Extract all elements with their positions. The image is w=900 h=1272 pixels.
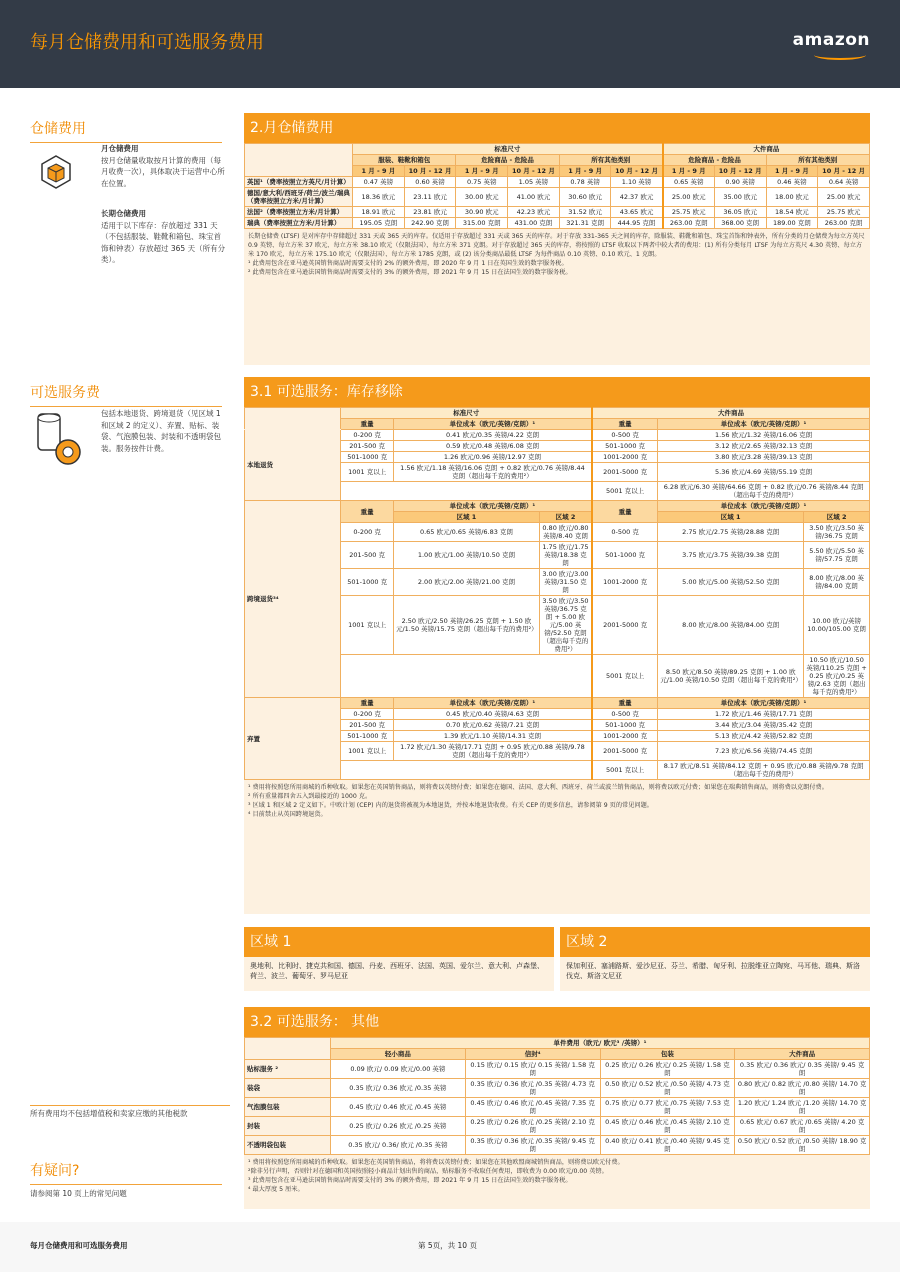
table-row xyxy=(245,1098,870,1117)
fee-cell: 25.75 欧元 xyxy=(663,207,715,218)
fee-cell: 18.54 欧元 xyxy=(766,207,818,218)
service-label: 封装 xyxy=(245,1117,331,1136)
zone2-cost-cell: 10.50 欧元/10.50 英镑/110.25 克朗 + 0.25 欧元/0.25 英镑/2.63 克朗（超出每千克的费用²） xyxy=(804,655,870,698)
removal-note: ³ 区域 1 和区域 2 定义如下。中欧计划 (CEP) 内的退货将被视为本地退货，并按本地退货收费。有关 CEP 的更多信息，请参阅第 9 页的常见问题。 xyxy=(248,802,653,809)
fee-cell: 1.05 英镑 xyxy=(508,177,560,188)
section32-title: 3.2 可选服务： 其他 xyxy=(244,1007,870,1037)
removal-box xyxy=(244,407,870,914)
zone1-cost-cell: 0.65 欧元/0.65 英镑/6.83 克朗 xyxy=(393,523,539,542)
zone1-cost-cell: 8.50 欧元/8.50 英镑/89.25 克朗 + 1.00 欧元/1.00 英镑/10.50 克朗（超出每千克的费用²） xyxy=(658,655,804,698)
fee-cell: 0.40 欧元/ 0.41 欧元 /0.40 英镑/ 9.45 克朗 xyxy=(600,1136,735,1155)
removal-note: ¹ 费用将按照您所用商城的币种收取。如果您在英国销售商品，则将费以英镑付费；如果您在德国、法国、意大利、西班牙、荷兰或波兰销售商品，则将费以欧元付费；如果您在瑞典销售商品，则将费以克朗付费。 xyxy=(248,784,828,791)
weight-cell: 2001-5000 克 xyxy=(592,463,658,482)
fee-cell: 0.46 英镑 xyxy=(766,177,818,188)
cost-cell: 1.39 欧元/1.10 英镑/14.31 克朗 xyxy=(393,731,592,742)
period-header: 10 月 - 12 月 xyxy=(611,166,663,177)
weight-header: 重量 xyxy=(592,419,658,430)
optional-desc: 包括本地退货、跨境退货（见区域 1 和区域 2 的定义）、弃置、贴标、装袋、气泡膜包装、封装和不透明袋包装。服务按件计费。 xyxy=(101,409,221,453)
empty-cell xyxy=(341,761,592,780)
zone1-countries: 奥地利、比利时、捷克共和国、德国、丹麦、西班牙、法国、英国、爱尔兰、意大利、卢森堡、荷兰、波兰、葡萄牙、罗马尼亚 xyxy=(244,957,554,991)
weight-header: 重量 xyxy=(341,419,394,430)
zone2-cost-cell: 1.75 欧元/1.75 英镑/18.38 克朗 xyxy=(539,542,592,569)
fee-cell: 431.00 克朗 xyxy=(508,218,560,229)
weight-cell: 201-500 克 xyxy=(341,441,394,452)
cross-returns-label: 跨境退货³⁴ xyxy=(245,501,341,698)
monthly-storage-box xyxy=(244,143,870,365)
fee-cell: 0.60 英镑 xyxy=(404,177,456,188)
weight-cell: 0-200 克 xyxy=(341,709,394,720)
fee-cell: 0.78 英镑 xyxy=(559,177,611,188)
table-row xyxy=(245,1136,870,1155)
service-label: 装袋 xyxy=(245,1079,331,1098)
fee-cell: 0.35 欧元/ 0.36 欧元 /0.35 英镑/ 9.45 克朗 xyxy=(465,1136,600,1155)
unit-cost-header: 单位成本（欧元/英镑/克朗）¹ xyxy=(658,419,870,430)
zone2-cost-cell: 10.00 欧元/英镑 10.00/105.00 克朗 xyxy=(804,596,870,655)
other-note: ¹ 费用将按照您所用商城的币种收取。如果您在英国销售商品，将将费以英镑付费；如果您在其他欧盟商城销售商品，则将费以欧元付费。 xyxy=(248,1159,624,1166)
cost-cell: 0.45 欧元/0.40 英镑/4.63 克朗 xyxy=(393,709,592,720)
cost-cell: 6.28 欧元/6.30 英镑/64.66 克朗 + 0.82 欧元/0.76 英镑/8.44 克朗（超出每千克的费用²） xyxy=(658,482,870,501)
service-label: 贴标服务 ² xyxy=(245,1060,331,1079)
fee-cell: 0.90 英镑 xyxy=(714,177,766,188)
weight-cell: 5001 克以上 xyxy=(592,482,658,501)
fee-cell: 0.25 欧元/ 0.26 欧元 /0.25 英镑/ 2.10 克朗 xyxy=(465,1117,600,1136)
cat-header: 所有其他类别 xyxy=(766,155,870,166)
cost-cell: 0.70 欧元/0.62 英镑/7.21 克朗 xyxy=(393,720,592,731)
weight-cell: 1001 克以上 xyxy=(341,463,394,482)
storage-heading: 仓储费用 xyxy=(30,118,222,143)
fee-cell: 43.65 欧元 xyxy=(611,207,663,218)
weight-cell: 5001 克以上 xyxy=(592,655,658,698)
weight-cell: 0-500 克 xyxy=(592,430,658,441)
period-header: 10 月 - 12 月 xyxy=(508,166,560,177)
large-header: 大件商品 xyxy=(592,408,870,419)
zone1-header: 区域 1 xyxy=(658,512,804,523)
fee-cell: 189.00 克朗 xyxy=(766,218,818,229)
table-row xyxy=(245,501,870,512)
weight-cell: 2001-5000 克 xyxy=(592,596,658,655)
cat-header: 危险商品 - 危险品 xyxy=(663,155,766,166)
zone1-cost-cell: 5.00 欧元/5.00 英镑/52.50 克朗 xyxy=(658,569,804,596)
cost-cell: 1.72 欧元/1.30 英镑/17.71 克朗 + 0.95 欧元/0.88 英镑/9.78 克朗（超出每千克的费用²） xyxy=(393,742,592,761)
service-label: 不透明袋包装 xyxy=(245,1136,331,1155)
fee-cell: 0.75 欧元/ 0.77 欧元 /0.75 英镑/ 7.53 克朗 xyxy=(600,1098,735,1117)
weight-cell: 501-1000 克 xyxy=(341,731,394,742)
removal-note: ⁴ 目前禁止从英国跨境退货。 xyxy=(248,811,327,818)
zone1-cost-cell: 2.00 欧元/2.00 英镑/21.00 克朗 xyxy=(393,569,539,596)
cost-cell: 1.56 欧元/1.18 英镑/16.06 克朗 + 0.82 欧元/0.76 英镑/8.44 克朗（超出每千克的费用²） xyxy=(393,463,592,482)
row-label: 德国/意大利/西班牙/荷兰/波兰/瑞典（费率按照立方米/月计算） xyxy=(245,188,353,207)
cost-cell: 0.59 欧元/0.48 英镑/6.08 克朗 xyxy=(393,441,592,452)
fee-cell: 0.75 英镑 xyxy=(456,177,508,188)
weight-cell: 0-500 克 xyxy=(592,523,658,542)
fee-cell: 0.25 欧元/ 0.26 欧元 /0.25 英镑 xyxy=(331,1117,466,1136)
service-label: 气泡膜包装 xyxy=(245,1098,331,1117)
fee-cell: 0.50 欧元/ 0.52 欧元 /0.50 英镑/ 4.73 克朗 xyxy=(600,1079,735,1098)
weight-header: 重量 xyxy=(341,501,394,523)
weight-cell: 1001 克以上 xyxy=(341,742,394,761)
cat-header: 服装、鞋靴和箱包 xyxy=(353,155,456,166)
fee-cell: 0.50 欧元/ 0.52 欧元 /0.50 英镑/ 18.90 克朗 xyxy=(735,1136,870,1155)
empty-cell xyxy=(341,655,592,698)
storage-note: ¹ 此费用包含在亚马逊英国销售商品时需要支付的 2% 的额外费用，即 2020 年 9 月 1 日在英国生效的数字服务税。 xyxy=(248,260,568,267)
row-label: 瑞典（费率按照立方米/月计算） xyxy=(245,218,353,229)
monthly-storage-table xyxy=(244,143,870,229)
cost-cell: 3.80 欧元/3.28 英镑/39.13 克朗 xyxy=(658,452,870,463)
weight-cell: 501-1000 克 xyxy=(341,569,394,596)
fee-cell: 0.25 欧元/ 0.26 欧元/ 0.25 英镑/ 1.58 克朗 xyxy=(600,1060,735,1079)
weight-cell: 0-200 克 xyxy=(341,523,394,542)
optional-heading: 可选服务费 xyxy=(30,382,222,407)
fee-cell: 0.35 欧元/ 0.36 欧元 /0.35 英镑 xyxy=(331,1079,466,1098)
other-services-box xyxy=(244,1037,870,1209)
weight-header: 重量 xyxy=(592,501,658,523)
weight-cell: 0-500 克 xyxy=(592,709,658,720)
weight-cell: 501-1000 克 xyxy=(592,441,658,452)
section2-title: 2.月仓储费用 xyxy=(244,113,870,143)
zone2-cost-cell: 0.80 欧元/0.80 英镑/8.40 克朗 xyxy=(539,523,592,542)
fee-cell: 0.35 欧元/ 0.36 欧元 /0.35 英镑/ 4.73 克朗 xyxy=(465,1079,600,1098)
cost-cell: 1.72 欧元/1.46 英镑/17.71 克朗 xyxy=(658,709,870,720)
removal-table xyxy=(244,407,870,780)
period-header: 1 月 - 9 月 xyxy=(766,166,818,177)
weight-cell: 501-1000 克 xyxy=(592,720,658,731)
cost-cell: 5.36 欧元/4.69 英镑/55.19 克朗 xyxy=(658,463,870,482)
monthly-storage-desc xyxy=(101,143,227,189)
fee-cell: 30.90 欧元 xyxy=(456,207,508,218)
fee-cell: 41.00 欧元 xyxy=(508,188,560,207)
table-row xyxy=(245,408,870,419)
weight-header: 重量 xyxy=(341,698,394,709)
weight-cell: 201-500 克 xyxy=(341,720,394,731)
table-row xyxy=(245,430,870,441)
section31-title: 3.1 可选服务：库存移除 xyxy=(244,377,870,407)
cat-header: 危险商品 - 危险品 xyxy=(456,155,559,166)
page-footer xyxy=(0,1222,900,1272)
weight-cell: 201-500 克 xyxy=(341,542,394,569)
fee-cell: 25.75 欧元 xyxy=(818,207,870,218)
fee-cell: 18.36 欧元 xyxy=(353,188,405,207)
fee-cell: 18.91 欧元 xyxy=(353,207,405,218)
other-services-table xyxy=(244,1037,870,1155)
fee-cell: 0.65 欧元/ 0.67 欧元 /0.65 英镑/ 4.20 克朗 xyxy=(735,1117,870,1136)
zone2-header: 区域 2 xyxy=(539,512,592,523)
zone1-title: 区域 1 xyxy=(244,927,554,957)
fee-cell: 23.81 欧元 xyxy=(404,207,456,218)
unit-cost-header: 单位成本（欧元/英镑/克朗）¹ xyxy=(658,698,870,709)
cost-cell: 7.23 欧元/6.56 英镑/74.45 克朗 xyxy=(658,742,870,761)
zone1-cost-cell: 3.75 欧元/3.75 英镑/39.38 克朗 xyxy=(658,542,804,569)
longterm-text: 适用于以下库存：存放超过 331 天（不包括服装、鞋靴和箱包、珠宝首饰和钟表）存放超过 365 天（所有分类）。 xyxy=(101,220,226,264)
blank-corner xyxy=(245,408,341,430)
table-row xyxy=(245,1060,870,1079)
longterm-title: 长期仓储费用 xyxy=(101,209,146,218)
unit-cost-header: 单位成本（欧元/英镑/克朗）¹ xyxy=(393,698,592,709)
large-header: 大件商品 xyxy=(663,144,870,155)
longterm-storage-desc xyxy=(101,208,227,266)
category-header: 大件商品 xyxy=(735,1049,870,1060)
table-row xyxy=(245,207,870,218)
removal-note: ² 所有重量都四舍五入到最接近的 1000 克。 xyxy=(248,793,372,800)
cat-header: 所有其他类别 xyxy=(559,155,662,166)
row-label: 法国²（费率按照立方米/月计算） xyxy=(245,207,353,218)
monthly-text: 按月仓储量收取按月计算的费用（每月收费一次），具体取决于运营中心所在位置。 xyxy=(101,155,225,188)
question-heading: 有疑问? xyxy=(30,1160,222,1185)
weight-cell: 2001-5000 克 xyxy=(592,742,658,761)
monthly-title: 月仓储费用 xyxy=(101,144,139,153)
zone2-cost-cell: 3.50 欧元/3.50 英镑/36.75 克朗 + 5.00 欧元/5.00 英镑/52.50 克朗（超出每千克的费用²） xyxy=(539,596,592,655)
storage-note: 长期仓储费 (LTSF) 是对库存中存储超过 331 天或 365 天的库存。仅适用于存放超过 331 天或 365 天的库存。对于存放 331-365 天之间的库存，除服装、鞋靴和箱包、珠宝首饰和钟表外，所有分类的月仓储费为每立方英尺 0.9 英镑、每立方米 37 欧元、每立方米 38.10 欧元（仅限法国）、每立方米 371 克朗。对于存放超过 365 天的库存，将按照的 LTSF 收取以下两者中较大者的费用：(1) 所有分类每月 LTSF 为每立方英尺 4.30 英镑、每立方米 170 欧元、每立方米 175.10 欧元（仅限法国）、每立方米 1785 克朗，或 (2) 该分类商品最低 LTSF 为每件商品 0.10 英镑、0.10 欧元、1 克朗。 xyxy=(248,233,865,258)
weight-cell: 1001-2000 克 xyxy=(592,452,658,463)
cost-cell: 1.26 欧元/0.96 英镑/12.97 克朗 xyxy=(393,452,592,463)
fee-cell: 42.23 欧元 xyxy=(508,207,560,218)
period-header: 1 月 - 9 月 xyxy=(663,166,715,177)
fee-cell: 0.15 欧元/ 0.15 欧元/ 0.15 英镑/ 1.58 克朗 xyxy=(465,1060,600,1079)
zone2-cost-cell: 3.50 欧元/3.50 英镑/36.75 克朗 xyxy=(804,523,870,542)
unit-cost-header: 单位成本（欧元/英镑/克朗）¹ xyxy=(393,501,592,512)
fee-cell: 321.31 克朗 xyxy=(559,218,611,229)
zone1-header: 区域 1 xyxy=(393,512,539,523)
period-header: 1 月 - 9 月 xyxy=(559,166,611,177)
amazon-logo: amazon xyxy=(792,30,870,50)
fee-cell: 42.37 欧元 xyxy=(611,188,663,207)
fee-cell: 0.47 英镑 xyxy=(353,177,405,188)
fee-cell: 0.45 欧元/ 0.46 欧元 /0.45 英镑/ 2.10 克朗 xyxy=(600,1117,735,1136)
weight-cell: 501-1000 克 xyxy=(592,542,658,569)
fee-cell: 31.52 欧元 xyxy=(559,207,611,218)
table-row xyxy=(245,218,870,229)
weight-cell: 0-200 克 xyxy=(341,430,394,441)
cost-cell: 0.41 欧元/0.35 英镑/4.22 克朗 xyxy=(393,430,592,441)
storage-notes xyxy=(244,229,870,280)
fee-cell: 0.35 欧元/ 0.36 欧元/ 0.35 英镑/ 9.45 克朗 xyxy=(735,1060,870,1079)
fee-cell: 0.09 欧元/ 0.09 欧元/0.00 英镑 xyxy=(331,1060,466,1079)
box-icon xyxy=(34,150,78,194)
period-header: 1 月 - 9 月 xyxy=(456,166,508,177)
zone2-header: 区域 2 xyxy=(804,512,870,523)
other-note: ⁴ 最大厚度 5 厘米。 xyxy=(248,1186,304,1193)
fee-cell: 0.45 欧元/ 0.46 欧元 /0.45 英镑 xyxy=(331,1098,466,1117)
table-row xyxy=(245,1079,870,1098)
zone1-cost-cell: 1.00 欧元/1.00 英镑/10.50 克朗 xyxy=(393,542,539,569)
tape-roll-icon xyxy=(34,410,84,466)
fee-cell: 242.90 克朗 xyxy=(404,218,456,229)
row-label: 英国¹（费率按照立方英尺/月计算） xyxy=(245,177,353,188)
period-header: 10 月 - 12 月 xyxy=(818,166,870,177)
weight-cell: 1001-2000 克 xyxy=(592,731,658,742)
other-note: ³ 此费用包含在亚马逊法国销售商品时需要支付的 3% 的额外费用，即 2021 年 9 月 15 日在法国生效的数字服务税。 xyxy=(248,1177,572,1184)
table-row xyxy=(245,698,870,709)
table-row xyxy=(245,177,870,188)
fee-cell: 1.20 欧元/ 1.24 欧元 /1.20 英镑/ 14.70 克朗 xyxy=(735,1098,870,1117)
page-title: 每月仓储费用和可选服务费用 xyxy=(30,32,264,53)
unit-cost-header: 单位成本（欧元/英镑/克朗）¹ xyxy=(393,419,592,430)
zone1-cost-cell: 2.50 欧元/2.50 英镑/26.25 克朗 + 1.50 欧元/1.50 英镑/15.75 克朗（超出每千克的费用²） xyxy=(393,596,539,655)
table-row xyxy=(245,188,870,207)
fee-cell: 18.00 欧元 xyxy=(766,188,818,207)
period-header: 10 月 - 12 月 xyxy=(404,166,456,177)
zone2-countries: 保加利亚、塞浦路斯、爱沙尼亚、芬兰、希腊、匈牙利、拉脱维亚立陶宛、马耳他、瑞典、斯洛伐克、斯洛文尼亚 xyxy=(560,957,870,991)
empty-cell xyxy=(341,482,592,501)
fee-cell: 0.45 欧元/ 0.46 欧元 /0.45 英镑/ 7.35 克朗 xyxy=(465,1098,600,1117)
fee-cell: 195.05 克朗 xyxy=(353,218,405,229)
zone2-cost-cell: 3.00 欧元/3.00 英镑/31.50 克朗 xyxy=(539,569,592,596)
weight-cell: 1001 克以上 xyxy=(341,596,394,655)
other-note: ²除非另行声明，否则针对在德国和英国按照轻小商品计划出售的商品，贴标服务不收取任何费用，即收费为 0.00 欧元/0.00 英镑。 xyxy=(248,1168,608,1175)
cost-cell: 8.17 欧元/8.51 英镑/84.12 克朗 + 0.95 欧元/0.88 英镑/9.78 克朗（超出每千克的费用²） xyxy=(658,761,870,780)
removal-notes xyxy=(244,780,870,822)
table-row xyxy=(245,1117,870,1136)
fee-cell: 315.00 克朗 xyxy=(456,218,508,229)
unit-cost-header: 单位成本（欧元/英镑/克朗）¹ xyxy=(658,501,870,512)
local-returns-label: 本地退货 xyxy=(245,430,341,501)
fee-cell: 25.00 欧元 xyxy=(818,188,870,207)
fee-cell: 30.00 欧元 xyxy=(456,188,508,207)
weight-header: 重量 xyxy=(592,698,658,709)
weight-cell: 501-1000 克 xyxy=(341,452,394,463)
fee-cell: 368.00 克朗 xyxy=(714,218,766,229)
category-header: 轻小商品 xyxy=(331,1049,466,1060)
fee-cell: 25.00 欧元 xyxy=(663,188,715,207)
fee-cell: 23.11 欧元 xyxy=(404,188,456,207)
fee-cell: 30.60 欧元 xyxy=(559,188,611,207)
cost-cell: 5.13 欧元/4.42 英镑/52.82 克朗 xyxy=(658,731,870,742)
fee-cell: 0.65 英镑 xyxy=(663,177,715,188)
cost-cell: 3.12 欧元/2.65 英镑/32.13 克朗 xyxy=(658,441,870,452)
zone2-cost-cell: 8.00 欧元/8.00 英镑/84.00 克朗 xyxy=(804,569,870,596)
period-header: 1 月 - 9 月 xyxy=(353,166,405,177)
zone2-cost-cell: 5.50 欧元/5.50 英镑/57.75 克朗 xyxy=(804,542,870,569)
std-size-header: 标准尺寸 xyxy=(341,408,592,419)
storage-note: ² 此费用包含在亚马逊法国销售商品时需要支付的 3% 的额外费用，即 2021 年 9 月 15 日在法国生效的数字服务税。 xyxy=(248,269,572,276)
category-header: 包装 xyxy=(600,1049,735,1060)
fee-cell: 36.05 欧元 xyxy=(714,207,766,218)
weight-cell: 1001-2000 克 xyxy=(592,569,658,596)
fee-cell: 263.00 克朗 xyxy=(818,218,870,229)
other-notes xyxy=(244,1155,870,1197)
cost-cell: 3.44 欧元/3.04 英镑/35.42 克朗 xyxy=(658,720,870,731)
category-header: 信封⁴ xyxy=(465,1049,600,1060)
zone1-cost-cell: 8.00 欧元/8.00 英镑/84.00 克朗 xyxy=(658,596,804,655)
disposal-label: 弃置 xyxy=(245,698,341,780)
amazon-smile-icon xyxy=(814,50,866,60)
weight-cell: 5001 克以上 xyxy=(592,761,658,780)
footer-title: 每月仓储费用和可选服务费用 xyxy=(30,1241,128,1250)
std-size-header: 标准尺寸 xyxy=(353,144,663,155)
fee-cell: 444.95 克朗 xyxy=(611,218,663,229)
fee-cell: 1.10 英镑 xyxy=(611,177,663,188)
page-header xyxy=(0,0,900,88)
period-header: 10 月 - 12 月 xyxy=(714,166,766,177)
page-number: 第 5页，共 10 页 xyxy=(418,1241,477,1250)
question-text: 请参阅第 10 页上的常见问题 xyxy=(30,1189,127,1198)
fee-cell: 263.00 克朗 xyxy=(663,218,715,229)
fee-cell: 35.00 欧元 xyxy=(714,188,766,207)
fee-cell: 0.64 英镑 xyxy=(818,177,870,188)
fee-cell: 0.80 欧元/ 0.82 欧元 /0.80 英镑/ 14.70 克朗 xyxy=(735,1079,870,1098)
zone2-title: 区域 2 xyxy=(560,927,870,957)
cost-cell: 1.56 欧元/1.32 英镑/16.06 克朗 xyxy=(658,430,870,441)
fee-cell: 0.35 欧元/ 0.36/ 欧元 /0.35 英镑 xyxy=(331,1136,466,1155)
zone1-cost-cell: 2.75 欧元/2.75 英镑/28.88 克朗 xyxy=(658,523,804,542)
unit-fee-header: 单件费用（欧元/ 欧元³ /英镑）¹ xyxy=(331,1038,870,1049)
vat-note: 所有费用均不包括增值税和卖家应缴的其他税款 xyxy=(30,1105,230,1120)
